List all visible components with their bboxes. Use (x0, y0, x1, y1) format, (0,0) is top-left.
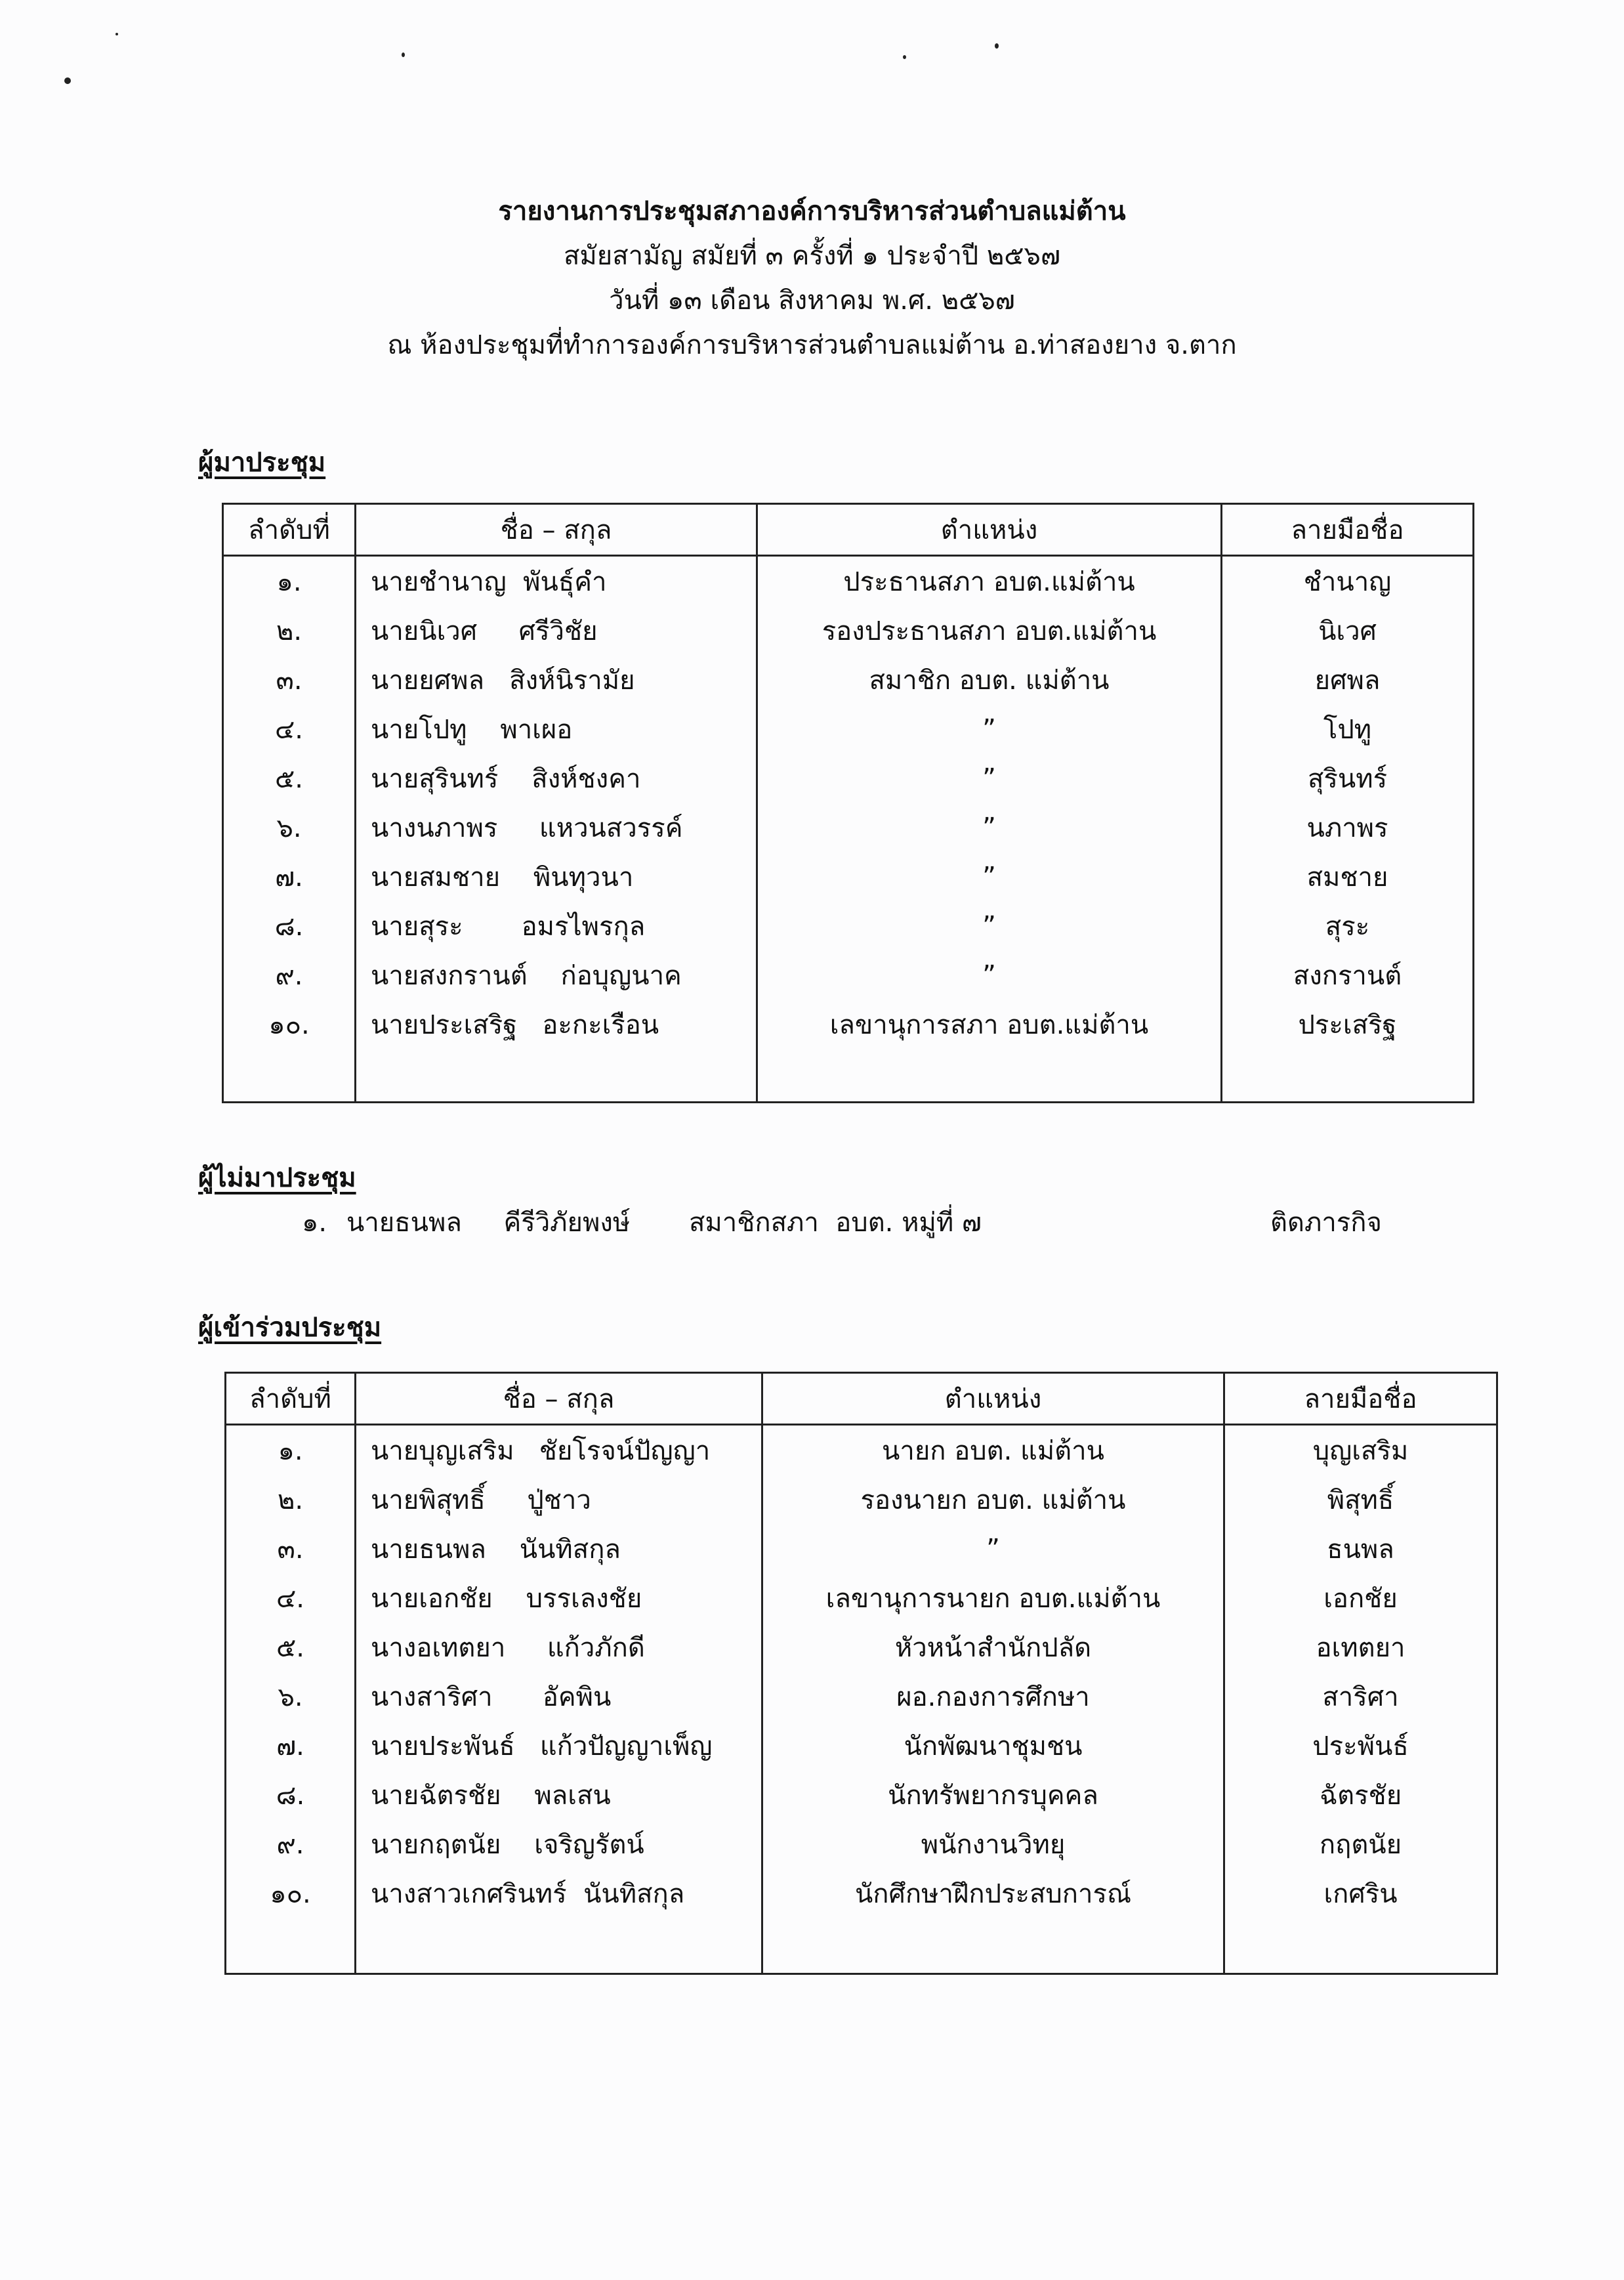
row-name: นายประเสริฐ อะกะเรือน (356, 1000, 757, 1049)
row-position: พนักงานวิทยุ (762, 1819, 1224, 1868)
blank-cell (757, 1049, 1222, 1103)
table-row (226, 1819, 1497, 1868)
row-position: ประธานสภา อบต.แม่ต้าน (757, 556, 1222, 606)
row-no: ๓. (226, 1524, 356, 1573)
row-name: นายพิสุทธิ์ ปู่ชาว (356, 1475, 762, 1524)
row-signature: นิเวศ (1222, 606, 1474, 655)
row-name: นายสงกรานต์ ก่อบุญนาค (356, 950, 757, 1000)
col-header-name: ชื่อ – สกุล (356, 504, 757, 556)
row-no: ๒. (223, 606, 356, 655)
table-row (226, 1672, 1497, 1721)
col-header-signature: ลายมือชื่อ (1224, 1373, 1497, 1425)
row-signature: ชำนาญ (1222, 556, 1474, 606)
absent-no: ๑. (302, 1208, 327, 1238)
table-row (223, 753, 1474, 803)
row-signature: ฉัตรชัย (1224, 1770, 1497, 1819)
row-name: นางสาวเกศรินทร์ นันทิสกุล (356, 1868, 762, 1918)
venue-line: ณ ห้องประชุมที่ทำการองค์การบริหารส่วนตำบลแม่ต้าน อ.ท่าสองยาง จ.ตาก (387, 330, 1237, 360)
blank-cell (356, 1918, 762, 1974)
row-position: สมาชิก อบต. แม่ต้าน (757, 655, 1222, 704)
col-header-name: ชื่อ – สกุล (356, 1373, 762, 1425)
absent-section-title: ผู้ไม่มาประชุม (198, 1163, 356, 1193)
row-no: ๓. (223, 655, 356, 704)
row-name: นางนภาพร แหวนสวรรค์ (356, 803, 757, 852)
table-row (226, 1573, 1497, 1622)
row-position: ” (762, 1524, 1224, 1573)
row-signature: กฤตนัย (1224, 1819, 1497, 1868)
row-position: เลขานุการนายก อบต.แม่ต้าน (762, 1573, 1224, 1622)
blank-cell (226, 1918, 356, 1974)
row-no: ๕. (223, 753, 356, 803)
scan-speck (402, 53, 405, 57)
blank-cell (762, 1918, 1224, 1974)
table-row (223, 852, 1474, 901)
row-name: นายชำนาญ พันธุ์คำ (356, 556, 757, 606)
blank-cell (1224, 1918, 1497, 1974)
row-no: ๗. (226, 1721, 356, 1770)
table-row (223, 655, 1474, 704)
table-row (223, 704, 1474, 753)
row-no: ๑๐. (223, 1000, 356, 1049)
table-row (223, 1000, 1474, 1049)
blank-cell (1222, 1049, 1474, 1103)
row-name: นายสมชาย พินทุวนา (356, 852, 757, 901)
row-name: นายนิเวศ ศรีวิชัย (356, 606, 757, 655)
report-title: รายงานการประชุมสภาองค์การบริหารส่วนตำบลแม่ต้าน (498, 196, 1126, 226)
table-row (223, 556, 1474, 606)
table-header-row (226, 1373, 1497, 1425)
table-row (223, 901, 1474, 950)
present-section-title: ผู้มาประชุม (198, 448, 326, 478)
row-no: ๑. (226, 1425, 356, 1475)
row-no: ๔. (226, 1573, 356, 1622)
col-header-no: ลำดับที่ (226, 1373, 356, 1425)
table-row-blank (223, 1049, 1474, 1103)
date-line: วันที่ ๑๓ เดือน สิงหาคม พ.ศ. ๒๕๖๗ (609, 285, 1015, 316)
row-name: นางอเทตยา แก้วภักดี (356, 1622, 762, 1672)
row-no: ๑๐. (226, 1868, 356, 1918)
absent-position: สมาชิกสภา อบต. หมู่ที่ ๗ (689, 1208, 982, 1238)
row-no: ๘. (226, 1770, 356, 1819)
row-no: ๘. (223, 901, 356, 950)
table-row (226, 1475, 1497, 1524)
row-position: เลขานุการสภา อบต.แม่ต้าน (757, 1000, 1222, 1049)
row-position: นักทรัพยากรบุคคล (762, 1770, 1224, 1819)
blank-cell (223, 1049, 356, 1103)
row-signature: พิสุทธิ์ (1224, 1475, 1497, 1524)
row-signature: เกศริน (1224, 1868, 1497, 1918)
row-name: นายยศพล สิงห์นิรามัย (356, 655, 757, 704)
present-table (222, 503, 1474, 1103)
row-position: ผอ.กองการศึกษา (762, 1672, 1224, 1721)
row-position: ” (757, 901, 1222, 950)
table-row (223, 803, 1474, 852)
row-name: นายสุระ อมรไพรกุล (356, 901, 757, 950)
row-signature: เอกชัย (1224, 1573, 1497, 1622)
row-no: ๔. (223, 704, 356, 753)
table-row (226, 1770, 1497, 1819)
row-signature: สุระ (1222, 901, 1474, 950)
row-name: นายประพันธ์ แก้วปัญญาเพ็ญ (356, 1721, 762, 1770)
row-position: รองนายก อบต. แม่ต้าน (762, 1475, 1224, 1524)
row-no: ๖. (226, 1672, 356, 1721)
row-signature: สมชาย (1222, 852, 1474, 901)
row-signature: นภาพร (1222, 803, 1474, 852)
col-header-signature: ลายมือชื่อ (1222, 504, 1474, 556)
table-row (226, 1622, 1497, 1672)
report-header (0, 190, 1624, 366)
table-header-row (223, 504, 1474, 556)
table-row (223, 950, 1474, 1000)
row-no: ๗. (223, 852, 356, 901)
row-name: นายบุญเสริม ชัยโรจน์ปัญญา (356, 1425, 762, 1475)
row-signature: ประเสริฐ (1222, 1000, 1474, 1049)
row-name: นายธนพล นันทิสกุล (356, 1524, 762, 1573)
row-no: ๒. (226, 1475, 356, 1524)
row-signature: โปทู (1222, 704, 1474, 753)
absent-reason: ติดภารกิจ (1270, 1208, 1382, 1238)
scan-speck (115, 33, 118, 35)
table-row (226, 1868, 1497, 1918)
col-header-no: ลำดับที่ (223, 504, 356, 556)
attending-section-title: ผู้เข้าร่วมประชุม (198, 1313, 382, 1343)
table-row (226, 1721, 1497, 1770)
row-name: นายฉัตรชัย พลเสน (356, 1770, 762, 1819)
col-header-position: ตำแหน่ง (762, 1373, 1224, 1425)
row-position: ” (757, 704, 1222, 753)
row-signature: สาริศา (1224, 1672, 1497, 1721)
session-line: สมัยสามัญ สมัยที่ ๓ ครั้งที่ ๑ ประจำปี ๒๕๖๗ (563, 241, 1061, 271)
row-name: นายสุรินทร์ สิงห์ชงคา (356, 753, 757, 803)
row-position: ” (757, 950, 1222, 1000)
col-header-position: ตำแหน่ง (757, 504, 1222, 556)
row-position: นักศึกษาฝึกประสบการณ์ (762, 1868, 1224, 1918)
row-name: นางสาริศา อัคพิน (356, 1672, 762, 1721)
row-signature: สุรินทร์ (1222, 753, 1474, 803)
table-row (226, 1425, 1497, 1475)
row-signature: ยศพล (1222, 655, 1474, 704)
row-no: ๖. (223, 803, 356, 852)
row-name: นายเอกชัย บรรเลงชัย (356, 1573, 762, 1622)
row-position: ” (757, 852, 1222, 901)
row-signature: สงกรานต์ (1222, 950, 1474, 1000)
row-no: ๙. (226, 1819, 356, 1868)
absent-name: นายธนพล คีรีวิภัยพงษ์ (346, 1208, 631, 1238)
row-position: ” (757, 753, 1222, 803)
scan-speck (64, 77, 71, 84)
table-row (223, 606, 1474, 655)
row-signature: อเทตยา (1224, 1622, 1497, 1672)
row-signature: บุญเสริม (1224, 1425, 1497, 1475)
row-position: นายก อบต. แม่ต้าน (762, 1425, 1224, 1475)
attending-table (224, 1372, 1498, 1975)
row-name: นายกฤตนัย เจริญรัตน์ (356, 1819, 762, 1868)
row-no: ๕. (226, 1622, 356, 1672)
scan-speck (995, 43, 999, 49)
row-no: ๙. (223, 950, 356, 1000)
row-position: หัวหน้าสำนักปลัด (762, 1622, 1224, 1672)
scan-speck (903, 55, 906, 59)
row-signature: ประพันธ์ (1224, 1721, 1497, 1770)
table-row-blank (226, 1918, 1497, 1974)
table-row (226, 1524, 1497, 1573)
row-no: ๑. (223, 556, 356, 606)
row-name: นายโปทู พาเผอ (356, 704, 757, 753)
row-position: ” (757, 803, 1222, 852)
row-position: รองประธานสภา อบต.แม่ต้าน (757, 606, 1222, 655)
row-position: นักพัฒนาชุมชน (762, 1721, 1224, 1770)
row-signature: ธนพล (1224, 1524, 1497, 1573)
blank-cell (356, 1049, 757, 1103)
